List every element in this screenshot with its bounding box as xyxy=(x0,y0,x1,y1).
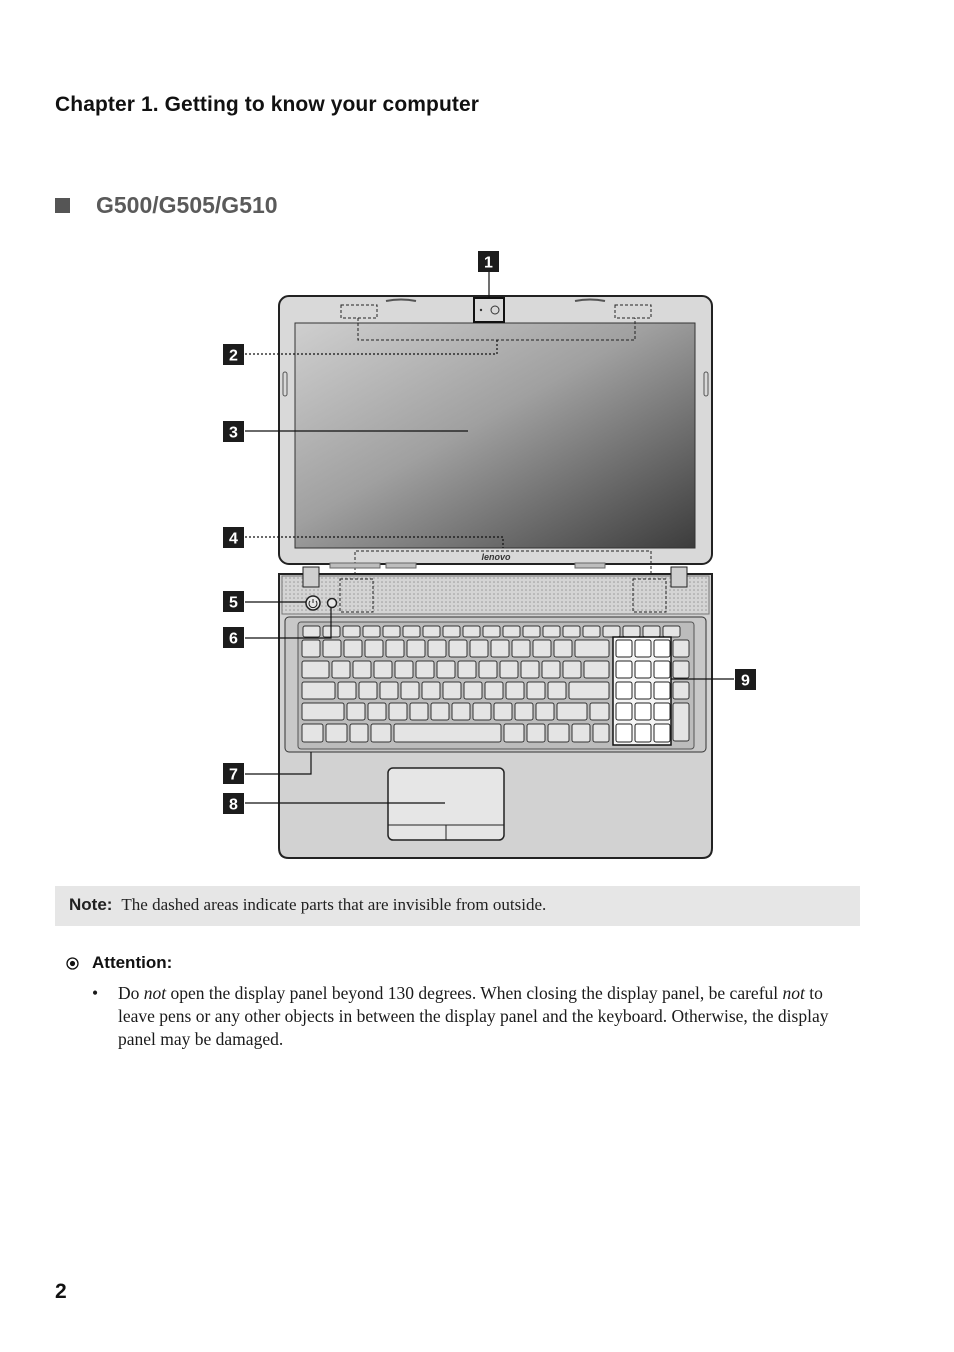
bullet-emphasis-2: not xyxy=(782,983,805,1003)
note-label: Note: xyxy=(69,895,113,914)
display-screen xyxy=(295,323,695,548)
list-item xyxy=(92,982,832,1051)
callout-3 xyxy=(223,421,244,442)
callout-5 xyxy=(223,591,244,612)
bullet-dot: • xyxy=(92,983,99,1003)
chapter-title: Chapter 1. Getting to know your computer xyxy=(55,93,480,116)
svg-text:7: 7 xyxy=(229,766,238,784)
laptop-top-view-figure xyxy=(0,240,954,870)
attention-icon xyxy=(66,957,79,970)
attention-heading xyxy=(66,953,172,973)
note-text: The dashed areas indicate parts that are invisible from outside. xyxy=(121,895,547,914)
svg-text:2: 2 xyxy=(229,347,238,365)
square-bullet-icon xyxy=(55,198,70,213)
model-heading xyxy=(55,192,278,219)
callout-6 xyxy=(223,627,244,648)
callout-9 xyxy=(735,669,756,690)
bullet-text-2: open the display panel beyond 130 degrees. When closing the display panel, be careful xyxy=(166,983,783,1003)
bullet-text-1: Do xyxy=(118,983,144,1003)
note-box xyxy=(55,886,860,926)
svg-text:3: 3 xyxy=(229,424,238,442)
callout-8 xyxy=(223,793,244,814)
svg-text:9: 9 xyxy=(741,672,750,690)
attention-list xyxy=(92,982,832,1051)
bullet-text-3: to leave pens or any other objects in between the display panel and the keyboard. Otherwise, the display panel may be damaged. xyxy=(118,983,829,1049)
callout-7 xyxy=(223,763,244,784)
svg-text:6: 6 xyxy=(229,630,238,648)
bullet-emphasis-1: not xyxy=(143,983,167,1003)
svg-text:5: 5 xyxy=(229,594,238,612)
attention-label: Attention: xyxy=(92,953,173,972)
novo-button xyxy=(328,599,337,608)
model-heading-text: G500/G505/G510 xyxy=(96,192,278,218)
speaker-grill xyxy=(282,576,709,614)
svg-text:4: 4 xyxy=(229,530,238,548)
callout-2 xyxy=(223,344,244,365)
lenovo-logo: lenovo xyxy=(481,552,511,562)
svg-text:8: 8 xyxy=(229,796,238,814)
callout-1 xyxy=(478,251,499,272)
page-number: 2 xyxy=(55,1280,67,1303)
svg-text:1: 1 xyxy=(484,254,493,272)
callout-4 xyxy=(223,527,244,548)
